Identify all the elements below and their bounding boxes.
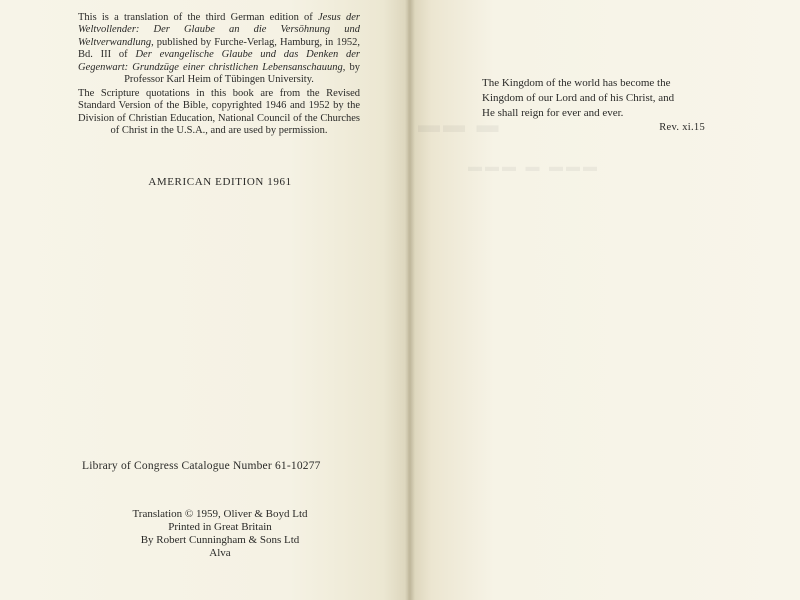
show-through-text: ▬▬▬ ▬ ▬▬▬ xyxy=(468,160,600,175)
copyright-line: Translation © 1959, Oliver & Boyd Ltd xyxy=(132,508,308,520)
epigraph xyxy=(482,76,722,121)
book-gutter xyxy=(405,0,415,600)
translation-note-intro: This is a translation of the third German edition of xyxy=(78,12,319,23)
printed-by-line: By Robert Cunningham & Sons Ltd xyxy=(140,534,300,546)
printed-in-line: Printed in Great Britain xyxy=(168,521,272,533)
epigraph-line: The Kingdom of the world has become the xyxy=(482,77,671,89)
print-place-line: Alva xyxy=(209,547,231,559)
epigraph-reference: Rev. xi.15 xyxy=(659,122,705,133)
translation-note-series-title: Der evangelische Glaube und das Denken der Gegenwart: Grundzüge einer christlichen Lebensanschauung xyxy=(78,49,361,73)
translation-note-original-title: Jesus der Weltvollender: Der Glaube an die Versöhnung und Weltverwandlung xyxy=(78,12,360,48)
translation-note-author: , by Professor Karl Heim of Tübingen University. xyxy=(124,61,361,86)
epigraph-line: Kingdom of our Lord and of his Christ, and xyxy=(482,92,675,104)
translation-note-publisher: , published by Furche-Verlag, Hamburg, in 1952, Bd. III of xyxy=(78,36,360,61)
printer-colophon xyxy=(100,508,340,560)
translation-note xyxy=(78,12,360,86)
edition-label: AMERICAN EDITION 1961 xyxy=(148,176,292,188)
library-of-congress-number: Library of Congress Catalogue Number 61-10277 xyxy=(82,460,321,472)
scripture-permission-note: The Scripture quotations in this book are from the Revised Standard Version of the Bible, copyrighted 1946 and 1952 by the Division of Christian Education, National Council of the Churches of Christ in the U.S.A., and are used by permission. xyxy=(78,88,360,137)
epigraph-line: He shall reign for ever and ever. xyxy=(482,107,624,119)
show-through-text: ▬▬ ▬ xyxy=(418,112,502,137)
